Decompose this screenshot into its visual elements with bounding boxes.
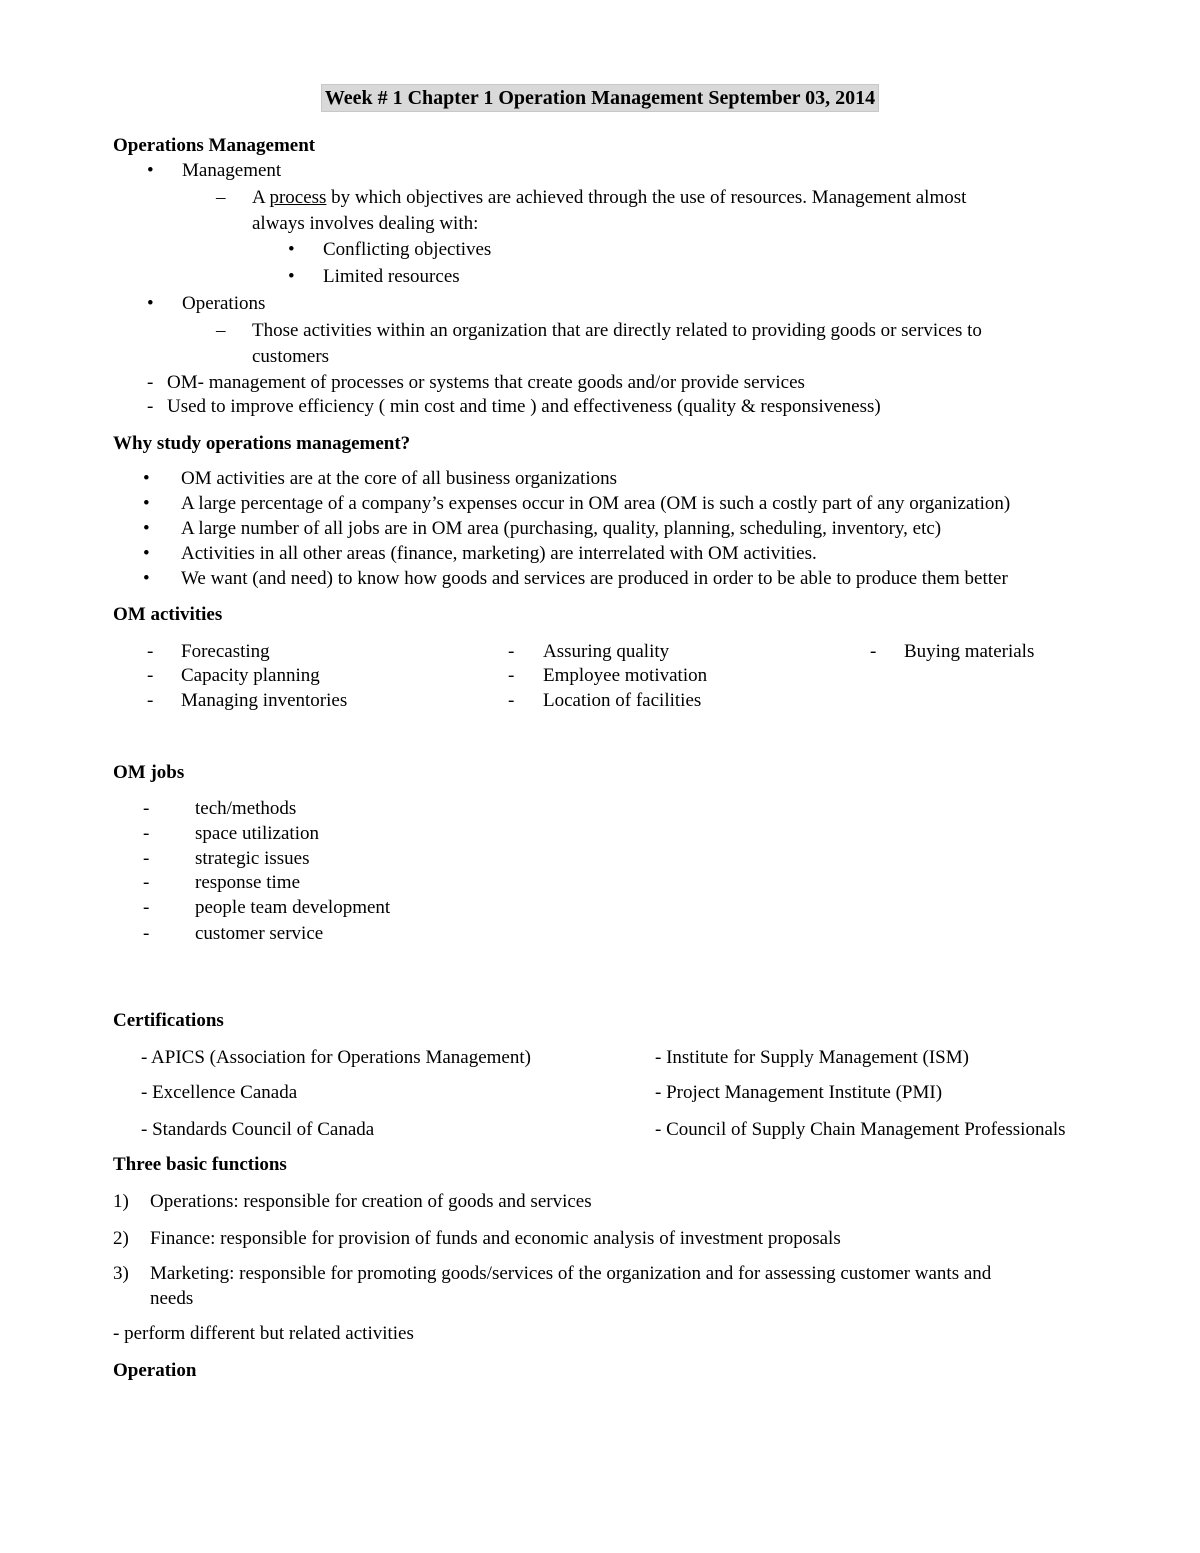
om-dash-item: Used to improve efficiency ( min cost and time ) and effectiveness (quality & responsiveness) — [167, 396, 881, 417]
why-item: A large number of all jobs are in OM area (purchasing, quality, planning, scheduling, inventory, etc) — [181, 518, 942, 539]
dash-icon: - — [508, 690, 515, 711]
section-heading-operation: Operation — [113, 1360, 197, 1381]
section-heading-certifications: Certifications — [113, 1010, 224, 1031]
dash-icon: - — [143, 872, 150, 893]
activity-item: Forecasting — [181, 641, 270, 662]
function-item: Finance: responsible for provision of funds and economic analysis of investment proposals — [150, 1228, 841, 1249]
dash-icon: - — [870, 641, 877, 662]
job-item: customer service — [195, 923, 324, 944]
cert-item: - Excellence Canada — [141, 1082, 298, 1103]
why-item: Activities in all other areas (finance, marketing) are interrelated with OM activities. — [181, 543, 817, 564]
functions-note: - perform different but related activities — [113, 1323, 414, 1344]
activity-item: Buying materials — [904, 641, 1035, 662]
cert-item: - Institute for Supply Management (ISM) — [655, 1047, 969, 1068]
activity-item: Assuring quality — [543, 641, 670, 662]
operations-label: Operations — [182, 293, 266, 314]
title-container — [0, 84, 1200, 112]
cert-item: - Standards Council of Canada — [141, 1119, 375, 1140]
bullet-icon: • — [288, 266, 295, 287]
en-dash-icon: – — [216, 187, 226, 208]
function-number: 2) — [113, 1228, 129, 1249]
om-dash-item: OM- management of processes or systems that create goods and/or provide services — [167, 372, 805, 393]
operations-definition: Those activities within an organization that are directly related to providing goods or services to — [252, 320, 982, 341]
section-heading-why-study: Why study operations management? — [113, 433, 411, 454]
job-item: response time — [195, 872, 301, 893]
dash-icon: - — [147, 372, 154, 393]
job-item: space utilization — [195, 823, 319, 844]
function-number: 1) — [113, 1191, 129, 1212]
cert-item: - APICS (Association for Operations Management) — [141, 1047, 531, 1068]
section-heading-operations-management: Operations Management — [113, 135, 316, 156]
why-item: OM activities are at the core of all business organizations — [181, 468, 617, 489]
management-def-post: by which objectives are achieved through the use of resources. Management almost — [326, 187, 967, 208]
why-item: We want (and need) to know how goods and services are produced in order to be able to produce them better — [181, 568, 1008, 589]
dash-icon: - — [508, 641, 515, 662]
en-dash-icon: – — [216, 320, 226, 341]
activity-item: Employee motivation — [543, 665, 708, 686]
operations-definition-line2: customers — [252, 346, 330, 367]
bullet-icon: • — [288, 239, 295, 260]
dash-icon: - — [147, 641, 154, 662]
section-heading-om-activities: OM activities — [113, 604, 223, 625]
dash-icon: - — [143, 798, 150, 819]
bullet-icon: • — [143, 468, 150, 489]
sub-item: Limited resources — [323, 266, 460, 287]
bullet-icon: • — [143, 543, 150, 564]
dash-icon: - — [147, 396, 154, 417]
bullet-icon: • — [143, 493, 150, 514]
dash-icon: - — [143, 823, 150, 844]
management-definition — [252, 186, 966, 210]
activity-item: Managing inventories — [181, 690, 348, 711]
job-item: tech/methods — [195, 798, 297, 819]
section-heading-om-jobs: OM jobs — [113, 762, 185, 783]
why-item: A large percentage of a company’s expenses occur in OM area (OM is such a costly part of any organization) — [181, 493, 1011, 514]
management-def-pre: A — [252, 187, 270, 208]
dash-icon: - — [143, 848, 150, 869]
dash-icon: - — [147, 690, 154, 711]
dash-icon: - — [147, 665, 154, 686]
dash-icon: - — [143, 923, 150, 944]
bullet-icon: • — [143, 518, 150, 539]
function-item: Operations: responsible for creation of goods and services — [150, 1191, 592, 1212]
bullet-icon: • — [147, 160, 154, 181]
bullet-icon: • — [143, 568, 150, 589]
page-title: Week # 1 Chapter 1 Operation Management September 03, 2014 — [321, 84, 879, 112]
cert-item: - Council of Supply Chain Management Professionals — [655, 1119, 1066, 1140]
management-def-underlined: process — [269, 187, 327, 208]
management-definition-line2: always involves dealing with: — [252, 213, 479, 234]
function-item-line2: needs — [150, 1288, 194, 1309]
section-heading-three-basic-functions: Three basic functions — [113, 1154, 287, 1175]
sub-item: Conflicting objectives — [323, 239, 492, 260]
activity-item: Capacity planning — [181, 665, 320, 686]
job-item: strategic issues — [195, 848, 310, 869]
job-item: people team development — [195, 897, 391, 918]
cert-item: - Project Management Institute (PMI) — [655, 1082, 943, 1103]
activity-item: Location of facilities — [543, 690, 702, 711]
function-number: 3) — [113, 1263, 129, 1284]
dash-icon: - — [508, 665, 515, 686]
dash-icon: - — [143, 897, 150, 918]
function-item: Marketing: responsible for promoting goods/services of the organization and for assessing customer wants and — [150, 1263, 992, 1284]
bullet-icon: • — [147, 293, 154, 314]
management-label: Management — [182, 160, 282, 181]
